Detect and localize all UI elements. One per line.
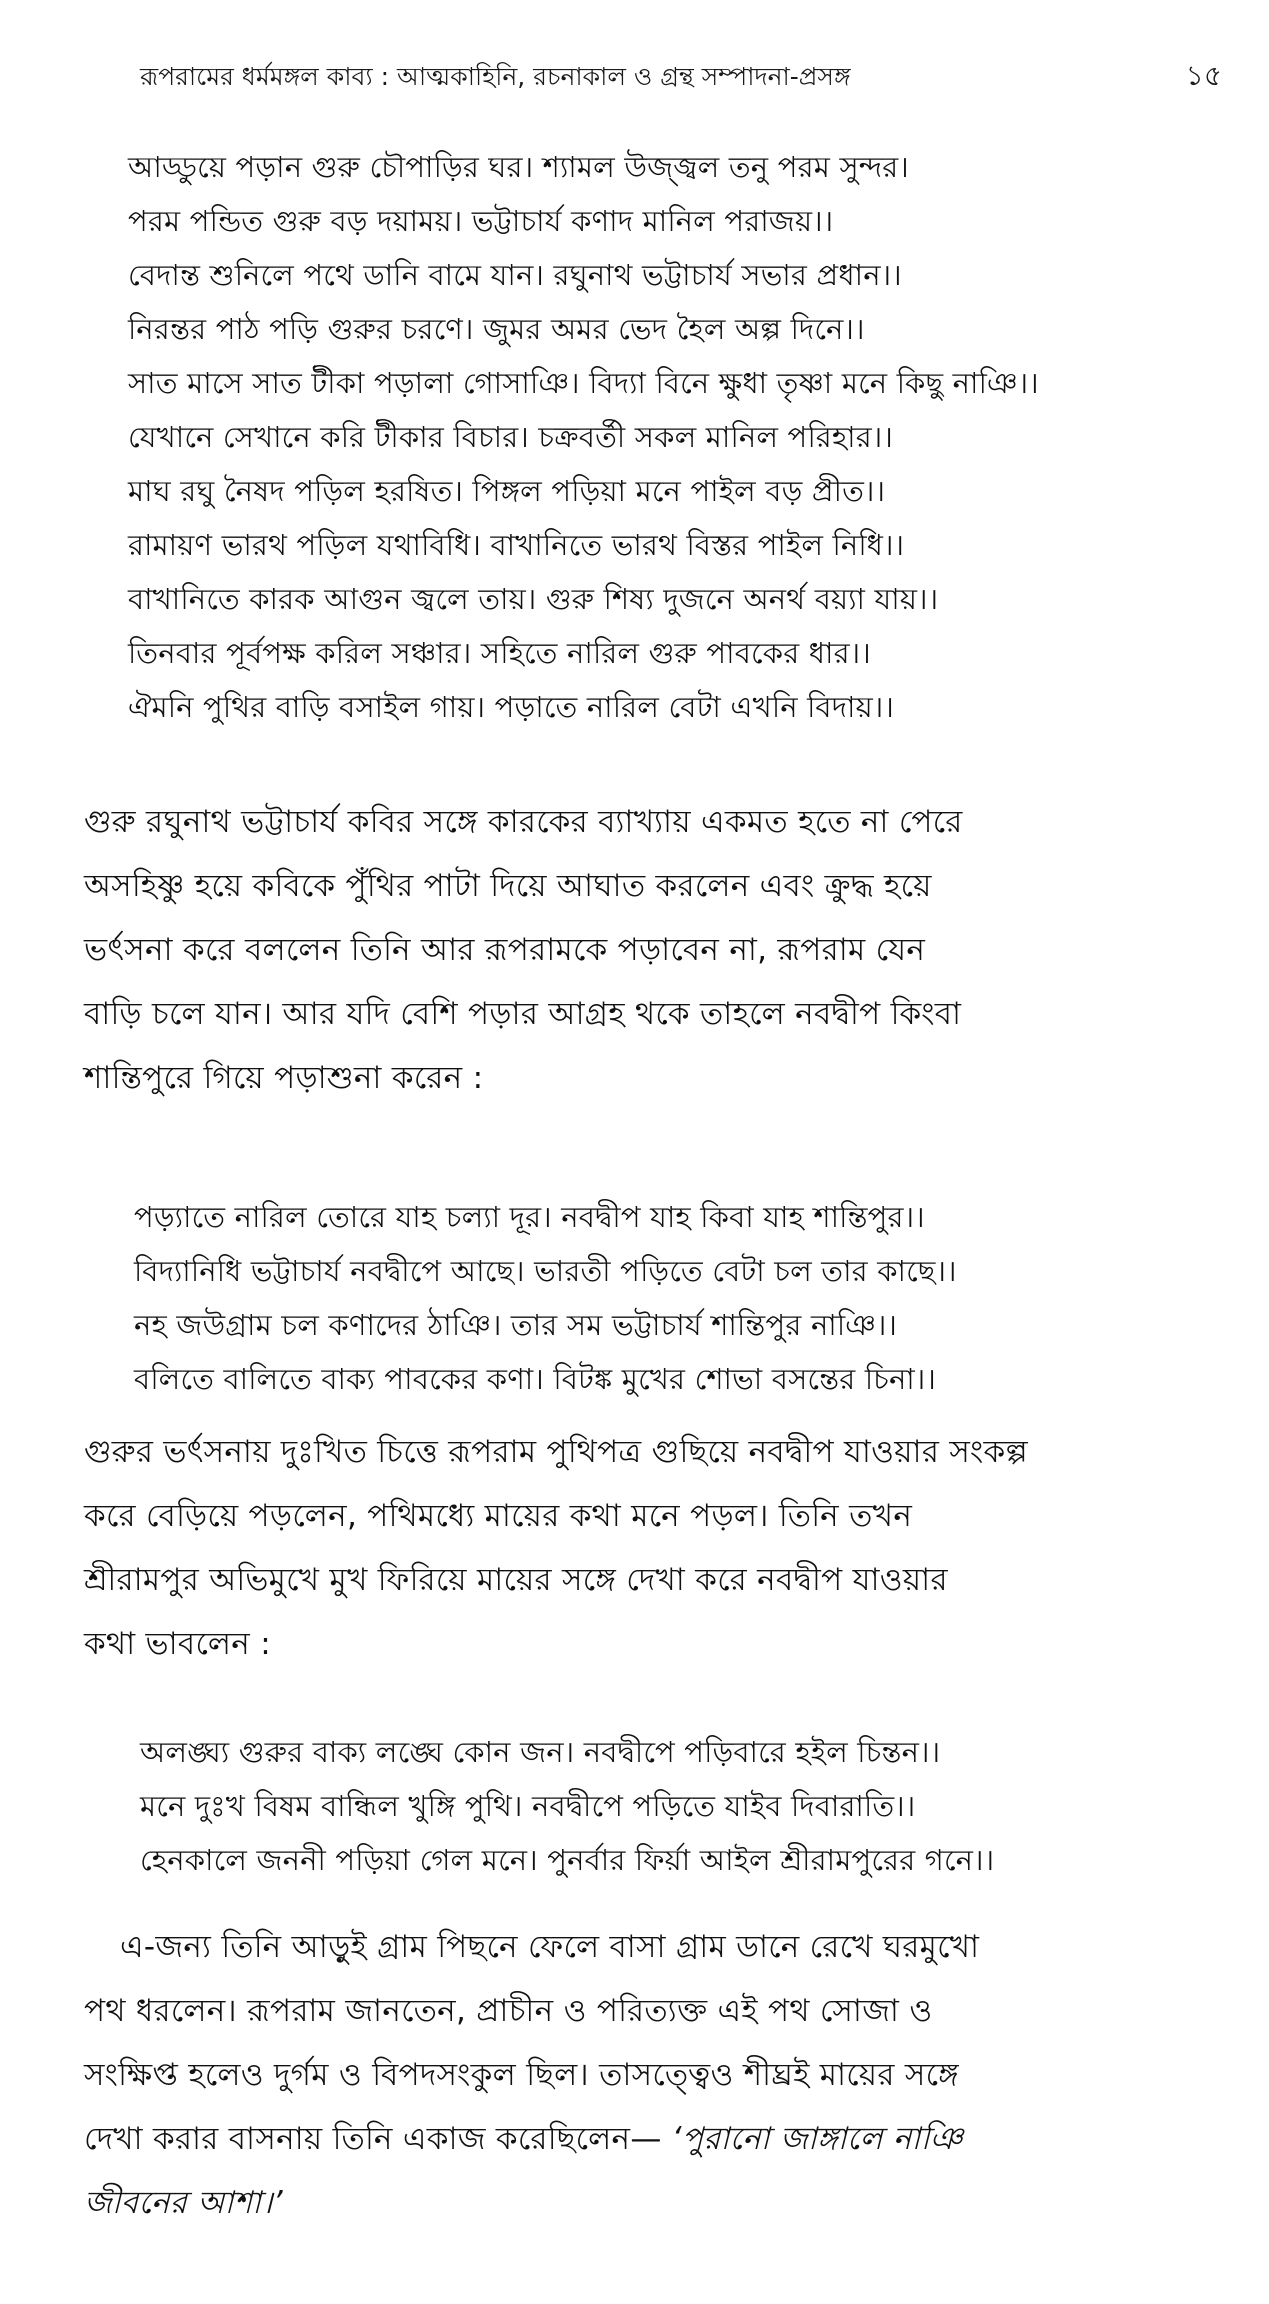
verse-line: মনে দুঃখ বিষম বান্ধিল খুঙ্গি পুথি। নবদ্বীপে পড়িতে যাইব দিবারাতি।। [140, 1789, 916, 1823]
prose-line: সংক্ষিপ্ত হলেও দুর্গম ও বিপদসংকুল ছিল। তাসত্ত্বেও শীঘ্রই মায়ের সঙ্গে [84, 2057, 959, 2093]
verse-block-3 [140, 1725, 994, 1887]
verse-line: বেদান্ত শুনিলে পথে ডানি বামে যান। রঘুনাথ ভট্টাচার্য সভার প্রধান।। [128, 258, 902, 292]
quotation-continued: জীবনের আশা।’ [84, 2185, 283, 2221]
verse-line: নিরন্তর পাঠ পড়ি গুরুর চরণে। জুমর অমর ভেদ হৈল অল্প দিনে।। [128, 312, 865, 346]
prose-line: করে বেড়িয়ে পড়লেন, পথিমধ্যে মায়ের কথা মনে পড়ল। তিনি তখন [84, 1498, 913, 1534]
prose-text: দেখা করার বাসনায় তিনি একাজ করেছিলেন— [84, 2121, 672, 2157]
verse-line: রামায়ণ ভারথ পড়িল যথাবিধি। বাখানিতে ভারথ বিস্তর পাইল নিধি।। [128, 528, 905, 562]
prose-line: বাড়ি চলে যান। আর যদি বেশি পড়ার আগ্রহ থকে তাহলে নবদ্বীপ কিংবা [84, 996, 962, 1032]
verse-line: বিদ্যানিধি ভট্টাচার্য নবদ্বীপে আছে। ভারতী পড়িতে বেটা চল তার কাছে।। [134, 1254, 957, 1288]
prose-line: কথা ভাবলেন : [84, 1626, 272, 1662]
verse-line: ঐমনি পুথির বাড়ি বসাইল গায়। পড়াতে নারিল বেটা এখনি বিদায়।। [128, 690, 895, 724]
verse-line: নহ জউগ্রাম চল কণাদের ঠাঞি। তার সম ভট্টাচার্য শান্তিপুর নাঞি।। [134, 1308, 898, 1342]
paragraph-2 [84, 1420, 1234, 1676]
quotation: ‘পুরানো জাঙ্গালে নাঞি [671, 2121, 963, 2157]
verse-line: পরম পন্ডিত গুরু বড় দয়াময়। ভট্টাচার্য কণাদ মানিল পরাজয়।। [128, 204, 834, 238]
verse-line: তিনবার পূর্বপক্ষ করিল সঞ্চার। সহিতে নারিল গুরু পাবকের ধার।। [128, 636, 871, 670]
prose-line: এ-জন্য তিনি আড়ুই গ্রাম পিছনে ফেলে বাসা গ্রাম ডানে রেখে ঘরমুখো [120, 1929, 980, 1965]
paragraph-3 [84, 1915, 1234, 2235]
verse-line: সাত মাসে সাত টীকা পড়ালা গোসাঞি। বিদ্যা বিনে ক্ষুধা তৃষ্ণা মনে কিছু নাঞি।। [128, 366, 1039, 400]
verse-line: পড়্যাতে নারিল তোরে যাহ চল্যা দূর। নবদ্বীপ যাহ কিবা যাহ শান্তিপুর।। [134, 1200, 925, 1234]
prose-line: ভর্ৎসনা করে বললেন তিনি আর রূপরামকে পড়াবেন না, রূপরাম যেন [84, 932, 926, 968]
verse-line: মাঘ রঘু নৈষদ পড়িল হরষিত। পিঙ্গল পড়িয়া মনে পাইল বড় প্রীত।। [128, 474, 886, 508]
prose-line: শান্তিপুরে গিয়ে পড়াশুনা করেন : [84, 1060, 484, 1096]
prose-line: শ্রীরামপুর অভিমুখে মুখ ফিরিয়ে মায়ের সঙ্গে দেখা করে নবদ্বীপ যাওয়ার [84, 1562, 948, 1598]
verse-line: বলিতে বালিতে বাক্য পাবকের কণা। বিটঙ্ক মুখের শোভা বসন্তের চিনা।। [134, 1362, 937, 1396]
page-number: ১৫ [1185, 59, 1222, 92]
verse-line: যেখানে সেখানে করি টীকার বিচার। চক্রবর্তী সকল মানিল পরিহার।। [128, 420, 894, 454]
verse-line: বাখানিতে কারক আগুন জ্বলে তায়। গুরু শিষ্য দুজনে অনর্থ বয়্যা যায়।। [128, 582, 939, 616]
verse-block-1 [128, 140, 1039, 734]
running-title: রূপরামের ধর্মমঙ্গল কাব্য : আত্মকাহিনি, রচনাকাল ও গ্রন্থ সম্পাদনা-প্রসঙ্গ [140, 62, 851, 91]
prose-line: অসহিষ্ণু হয়ে কবিকে পুঁথির পাটা দিয়ে আঘাত করলেন এবং ক্রুদ্ধ হয়ে [84, 868, 932, 904]
verse-block-2 [134, 1190, 957, 1406]
running-header [140, 54, 1230, 101]
prose-line: গুরু রঘুনাথ ভট্টাচার্য কবির সঙ্গে কারকের ব্যাখ্যায় একমত হতে না পেরে [84, 804, 963, 840]
verse-line: আড্ডুয়ে পড়ান গুরু চৌপাড়ির ঘর। শ্যামল উজ্জ্বল তনু পরম সুন্দর। [128, 150, 910, 184]
prose-line: গুরুর ভর্ৎসনায় দুঃখিত চিত্তে রূপরাম পুথিপত্র গুছিয়ে নবদ্বীপ যাওয়ার সংকল্প [84, 1434, 1028, 1470]
prose-line [84, 2107, 1234, 2171]
verse-line: অলঙ্ঘ্য গুরুর বাক্য লঙ্ঘে কোন জন। নবদ্বীপে পড়িবারে হইল চিন্তন।। [140, 1735, 941, 1769]
paragraph-1 [84, 790, 1234, 1110]
prose-line: পথ ধরলেন। রূপরাম জানতেন, প্রাচীন ও পরিত্যক্ত এই পথ সোজা ও [84, 1993, 933, 2029]
verse-line: হেনকালে জননী পড়িয়া গেল মনে। পুনর্বার ফির্য়া আইল শ্রীরামপুরের গনে।। [140, 1843, 995, 1877]
